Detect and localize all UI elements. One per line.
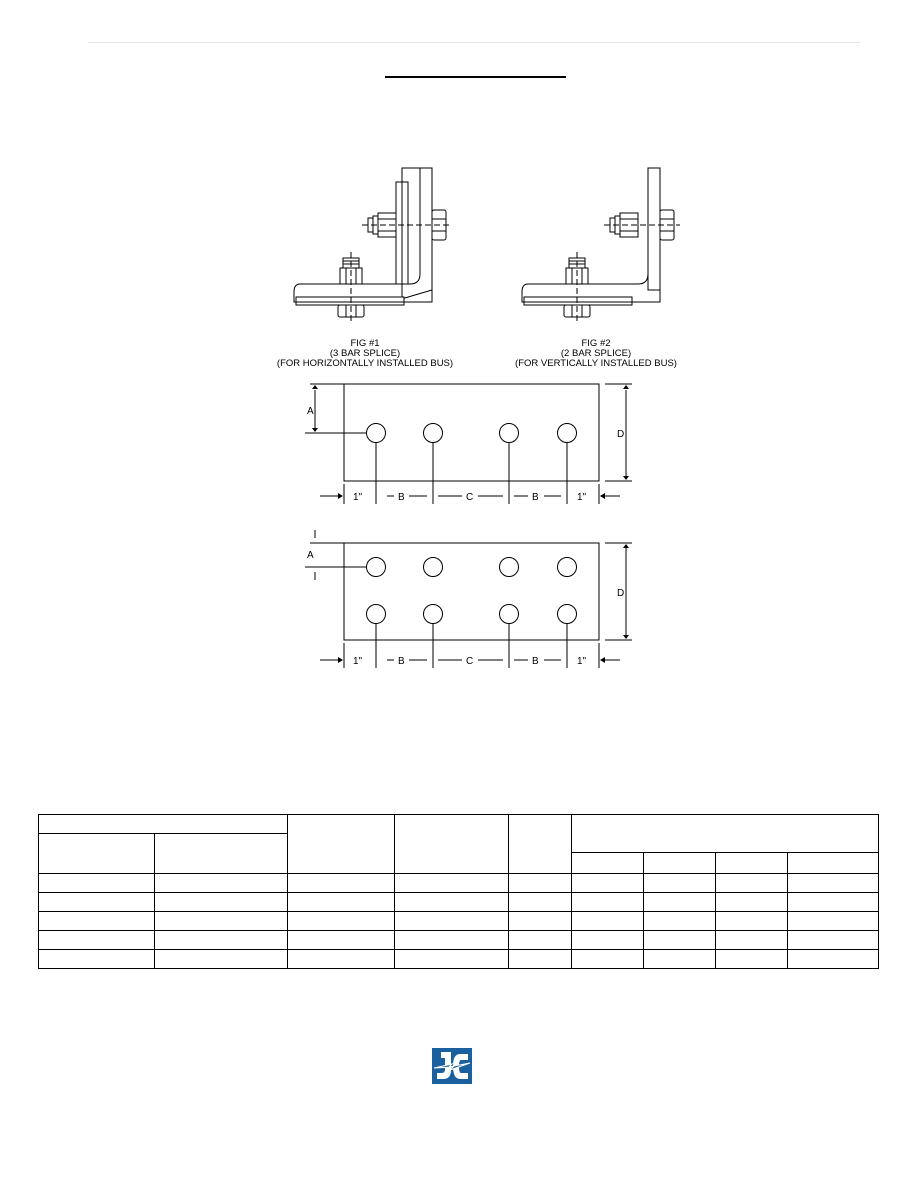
plate-bottom-dim-1: 1" xyxy=(353,656,363,667)
fig2-bracket-drawing xyxy=(522,168,680,322)
table-row xyxy=(39,874,879,893)
table-row xyxy=(39,950,879,969)
plate-bottom-drawing xyxy=(305,530,632,668)
plate-bottom-label-d: D xyxy=(617,588,625,599)
table-header-row-1 xyxy=(39,815,879,834)
table-header-cell xyxy=(572,815,879,853)
fig1-caption-line2: (3 BAR SPLICE) xyxy=(329,348,401,359)
plate-bottom-dim-4: B xyxy=(532,656,539,667)
plate-bottom-label-a: A xyxy=(307,550,314,561)
fig2-caption-line3: (FOR VERTICALLY INSTALLED BUS) xyxy=(515,358,677,369)
table-header-cell xyxy=(395,815,509,874)
company-logo xyxy=(432,1048,472,1084)
plate-bottom-dim-3: C xyxy=(466,656,474,667)
table-header-cell xyxy=(39,834,155,874)
plate-bottom-dim-5: 1" xyxy=(577,656,587,667)
plate-top-dim-4: B xyxy=(532,492,539,503)
table-header-cell xyxy=(716,853,788,874)
plate-top-label-d: D xyxy=(617,429,625,440)
fig1-caption-line3: (FOR HORIZONTALLY INSTALLED BUS) xyxy=(276,358,454,369)
fig2-caption-line2: (2 BAR SPLICE) xyxy=(560,348,632,359)
table-header-cell xyxy=(644,853,716,874)
plate-bottom-dim-2: B xyxy=(398,656,405,667)
table-row xyxy=(39,912,879,931)
table-row xyxy=(39,893,879,912)
fig2-caption-line1: FIG #2 xyxy=(581,338,611,349)
table-header-cell xyxy=(288,815,395,874)
table-header-cell xyxy=(39,815,288,834)
fig1-caption-line1: FIG #1 xyxy=(350,338,380,349)
dimension-arrowheads xyxy=(312,385,629,663)
table-row xyxy=(39,931,879,950)
spec-table xyxy=(38,814,879,969)
plate-top-dim-2: B xyxy=(398,492,405,503)
plate-top-dim-1: 1" xyxy=(353,492,363,503)
table-header-cell xyxy=(509,815,572,874)
fig1-bracket-drawing xyxy=(294,168,450,322)
table-header-cell xyxy=(155,834,288,874)
plate-top-drawing xyxy=(305,384,632,504)
plate-top-dim-3: C xyxy=(466,492,474,503)
table-header-cell xyxy=(788,853,879,874)
plate-top-dim-5: 1" xyxy=(577,492,587,503)
plate-top-label-a: A xyxy=(307,406,314,417)
table-header-cell xyxy=(572,853,644,874)
